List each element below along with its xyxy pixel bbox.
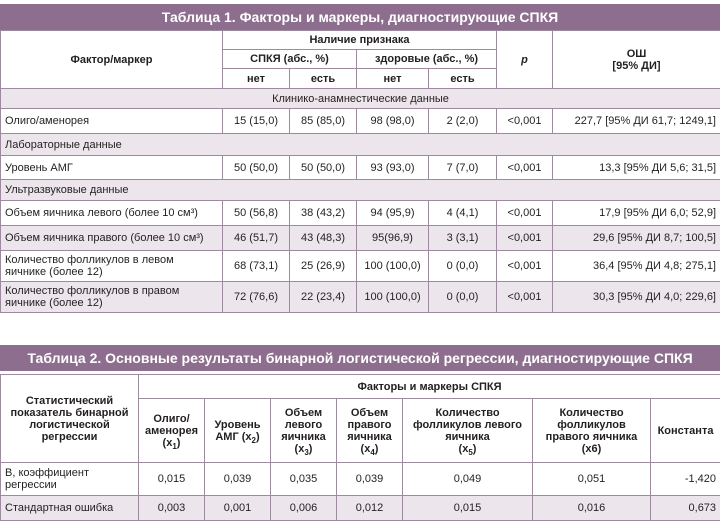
- cell: 0,006: [271, 496, 337, 521]
- col-factor-header: Фактор/маркер: [1, 31, 223, 89]
- col-x4-header: Объем правого яичника $(x_4)$: [337, 399, 403, 463]
- table-row: [1, 282, 720, 313]
- table-row: [1, 109, 720, 134]
- col-healthy-no: нет: [357, 69, 429, 89]
- cell: 0 (0,0): [429, 282, 497, 313]
- cell: 29,6 [95% ДИ 8,7; 100,5]: [553, 226, 720, 251]
- cell: 95(96,9): [357, 226, 429, 251]
- table-row: [1, 156, 720, 180]
- col-pcos-no: нет: [223, 69, 290, 89]
- cell: <0,001: [497, 251, 553, 282]
- col-presence-header: Наличие признака: [223, 31, 497, 50]
- cell: 4 (4,1): [429, 201, 497, 226]
- cell: 0,035: [271, 463, 337, 496]
- cell: <0,001: [497, 226, 553, 251]
- row-factor: Уровень АМГ: [1, 156, 223, 180]
- cell: 0,039: [337, 463, 403, 496]
- col-stat-header: Статистический показатель бинарной логистической регрессии: [1, 375, 139, 463]
- cell: 22 (23,4): [290, 282, 357, 313]
- cell: 0,039: [205, 463, 271, 496]
- cell: 3 (3,1): [429, 226, 497, 251]
- cell: 50 (50,0): [290, 156, 357, 180]
- cell: 36,4 [95% ДИ 4,8; 275,1]: [553, 251, 720, 282]
- cell: 50 (50,0): [223, 156, 290, 180]
- cell: 94 (95,9): [357, 201, 429, 226]
- section-lab: Лабораторные данные: [1, 134, 720, 156]
- cell: <0,001: [497, 109, 553, 134]
- cell: 43 (48,3): [290, 226, 357, 251]
- row-factor: Количество фолликулов в левом яичнике (более 12): [1, 251, 223, 282]
- row-label: Стандартная ошибка: [1, 496, 139, 521]
- table-row: [1, 201, 720, 226]
- cell: 0,049: [403, 463, 533, 496]
- cell: 0,012: [337, 496, 403, 521]
- table1-title: Таблица 1. Факторы и маркеры, диагностирующие СПКЯ: [0, 4, 720, 30]
- cell: 30,3 [95% ДИ 4,0; 229,6]: [553, 282, 720, 313]
- col-x1-header: Олиго/ аменорея $(x_1)$: [139, 399, 205, 463]
- table-row: [1, 463, 720, 496]
- col-healthy-yes: есть: [429, 69, 497, 89]
- col-healthy-header: здоровые (абс., %): [357, 50, 497, 69]
- row-factor: Олиго/аменорея: [1, 109, 223, 134]
- cell: 46 (51,7): [223, 226, 290, 251]
- col-x2-header: Уровень АМГ $(x_2)$: [205, 399, 271, 463]
- cell: 7 (7,0): [429, 156, 497, 180]
- cell: 50 (56,8): [223, 201, 290, 226]
- cell: 0,016: [533, 496, 651, 521]
- section-clinical: Клинико-анамнестические данные: [1, 89, 720, 109]
- col-p-header: p: [497, 31, 553, 89]
- table2-title: Таблица 2. Основные результаты бинарной логистической регрессии, диагностирующие СПКЯ: [0, 345, 720, 371]
- cell: 72 (76,6): [223, 282, 290, 313]
- cell: 100 (100,0): [357, 282, 429, 313]
- cell: 17,9 [95% ДИ 6,0; 52,9]: [553, 201, 720, 226]
- col-pcos-yes: есть: [290, 69, 357, 89]
- col-pcos-header: СПКЯ (абс., %): [223, 50, 357, 69]
- col-x3-header: Объем левого яичника $(x_3)$: [271, 399, 337, 463]
- cell: 25 (26,9): [290, 251, 357, 282]
- col-x6-header: Количество фолликулов правого яичника (x6): [533, 399, 651, 463]
- cell: 85 (85,0): [290, 109, 357, 134]
- cell: 0 (0,0): [429, 251, 497, 282]
- table2: [0, 374, 720, 521]
- row-label: B, коэффициент регрессии: [1, 463, 139, 496]
- cell: 2 (2,0): [429, 109, 497, 134]
- table-row: [1, 226, 720, 251]
- col-constant-header: Константа: [651, 399, 720, 463]
- cell: 93 (93,0): [357, 156, 429, 180]
- table-row: [1, 251, 720, 282]
- col-group-header: Факторы и маркеры СПКЯ: [139, 375, 720, 399]
- cell: 0,673: [651, 496, 720, 521]
- cell: 68 (73,1): [223, 251, 290, 282]
- cell: 0,015: [139, 463, 205, 496]
- cell: 15 (15,0): [223, 109, 290, 134]
- cell: 0,051: [533, 463, 651, 496]
- table-row: [1, 496, 720, 521]
- row-factor: Количество фолликулов в правом яичнике (более 12): [1, 282, 223, 313]
- cell: -1,420: [651, 463, 720, 496]
- col-x5-header: Количество фолликулов левого яичника $(x_5)$: [403, 399, 533, 463]
- cell: 98 (98,0): [357, 109, 429, 134]
- cell: <0,001: [497, 156, 553, 180]
- table1: [0, 30, 720, 313]
- cell: <0,001: [497, 282, 553, 313]
- cell: 0,015: [403, 496, 533, 521]
- cell: 0,001: [205, 496, 271, 521]
- cell: <0,001: [497, 201, 553, 226]
- section-ultrasound: Ультразвуковые данные: [1, 180, 720, 201]
- cell: 38 (43,2): [290, 201, 357, 226]
- cell: 13,3 [95% ДИ 5,6; 31,5]: [553, 156, 720, 180]
- cell: 0,003: [139, 496, 205, 521]
- row-factor: Объем яичника правого (более 10 см³): [1, 226, 223, 251]
- row-factor: Объем яичника левого (более 10 см³): [1, 201, 223, 226]
- cell: 227,7 [95% ДИ 61,7; 1249,1]: [553, 109, 720, 134]
- col-or-header: ОШ [95% ДИ]: [553, 31, 720, 89]
- cell: 100 (100,0): [357, 251, 429, 282]
